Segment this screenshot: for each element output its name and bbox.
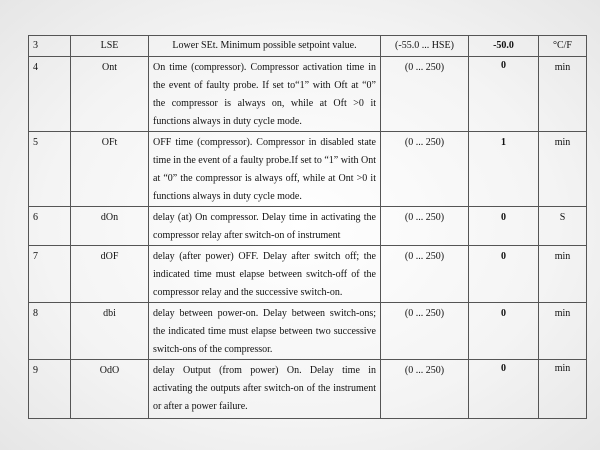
param-number: 5 (29, 132, 71, 207)
param-description: delay Output (from power) On. Delay time in activating the outputs after switch-on of the instrument or after a power failure. (149, 360, 381, 419)
param-default: 0 (469, 57, 539, 132)
param-default: 0 (469, 246, 539, 303)
param-default: 1 (469, 132, 539, 207)
table-row (29, 360, 587, 419)
param-range: (-55.0 ... HSE) (381, 36, 469, 57)
table-row (29, 303, 587, 360)
param-unit: S (539, 207, 587, 246)
param-range: (0 ... 250) (381, 303, 469, 360)
param-description: On time (compressor). Compressor activation time in the event of faulty probe. If set to“1” with Oft at “0” the compressor is always on, while at Oft >0 it functions always in duty cycle mode. (149, 57, 381, 132)
param-label: dbi (71, 303, 149, 360)
param-number: 3 (29, 36, 71, 57)
param-label: dOF (71, 246, 149, 303)
param-range: (0 ... 250) (381, 246, 469, 303)
param-number: 8 (29, 303, 71, 360)
param-unit: min (539, 246, 587, 303)
param-description: Lower SEt. Minimum possible setpoint value. (149, 36, 381, 57)
param-label: Ont (71, 57, 149, 132)
parameter-sheet (28, 35, 586, 419)
param-range: (0 ... 250) (381, 57, 469, 132)
param-default: -50.0 (469, 36, 539, 57)
table-row (29, 57, 587, 132)
param-default: 0 (469, 303, 539, 360)
table-row (29, 132, 587, 207)
table-row (29, 207, 587, 246)
param-label: OdO (71, 360, 149, 419)
table-row (29, 36, 587, 57)
param-number: 4 (29, 57, 71, 132)
param-range: (0 ... 250) (381, 207, 469, 246)
param-description: delay between power-on. Delay between switch-ons; the indicated time must elapse between two successive switch-ons of the compressor. (149, 303, 381, 360)
param-description: delay (at) On compressor. Delay time in activating the compressor relay after switch-on of instrument (149, 207, 381, 246)
param-default: 0 (469, 207, 539, 246)
param-number: 7 (29, 246, 71, 303)
param-unit: min (539, 360, 587, 419)
param-label: dOn (71, 207, 149, 246)
param-unit: min (539, 57, 587, 132)
param-number: 9 (29, 360, 71, 419)
param-label: LSE (71, 36, 149, 57)
param-number: 6 (29, 207, 71, 246)
param-range: (0 ... 250) (381, 132, 469, 207)
param-range: (0 ... 250) (381, 360, 469, 419)
table-row (29, 246, 587, 303)
param-unit: °C/F (539, 36, 587, 57)
parameter-table (28, 35, 587, 419)
param-description: delay (after power) OFF. Delay after switch off; the indicated time must elapse between switch-off of the compressor relay and the successive switch-on. (149, 246, 381, 303)
param-description: OFF time (compressor). Compressor in disabled state time in the event of a faulty probe.If set to “1” with Ont at “0” the compressor is always off, while at Ont >0 it functions always in duty cycle mode. (149, 132, 381, 207)
param-default: 0 (469, 360, 539, 419)
param-unit: min (539, 132, 587, 207)
param-label: OFt (71, 132, 149, 207)
param-unit: min (539, 303, 587, 360)
